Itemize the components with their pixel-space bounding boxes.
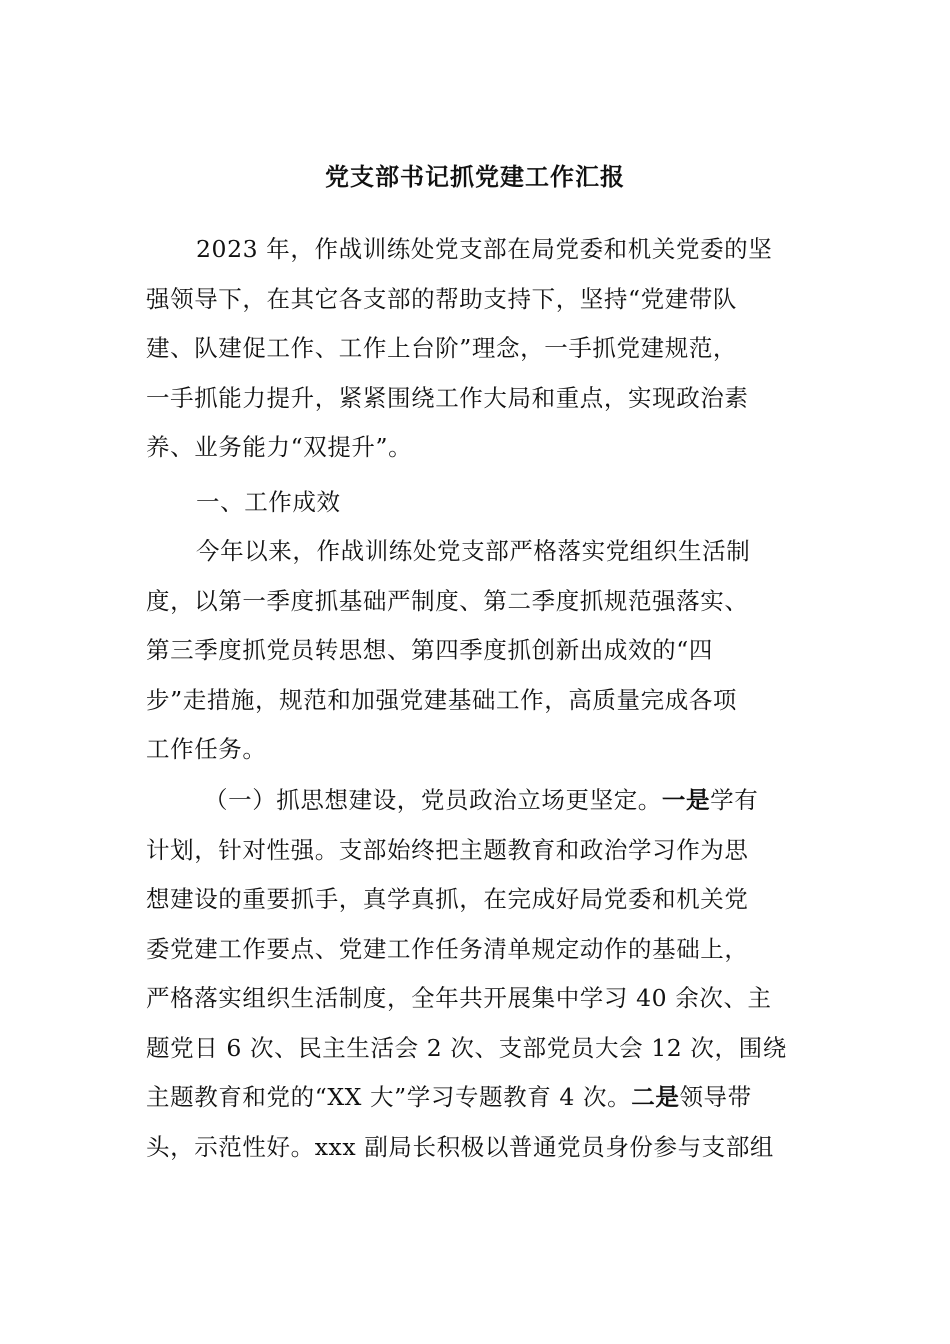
- text-line: 2023 年，作战训练处党支部在局党委和机关党委的坚: [196, 235, 773, 263]
- text-line: 度，以第一季度抓基础严制度、第二季度抓规范强落实、: [146, 586, 749, 615]
- text-line: [146, 1073, 806, 1123]
- bold-marker: 一是: [661, 786, 711, 814]
- text-line: 养、业务能力“双提升”。: [146, 433, 413, 461]
- document-title: 党支部书记抓党建工作汇报: [325, 162, 625, 191]
- text-line: 题党日 6 次、民主生活会 2 次、支部党员大会 12 次，围绕: [146, 1033, 787, 1062]
- text-line: 强领导下，在其它各支部的帮助支持下，坚持“党建带队: [146, 284, 738, 313]
- text-line: 建、队建促工作、工作上台阶”理念，一手抓党建规范，: [146, 334, 738, 362]
- text-line: 头，示范性好。xxx 副局长积极以普通党员身份参与支部组: [146, 1132, 775, 1161]
- text-line: 想建设的重要抓手，真学真抓，在完成好局党委和机关党: [146, 885, 749, 913]
- section1-heading: 一、工作成效: [196, 488, 341, 516]
- bold-marker: 二是: [631, 1083, 680, 1111]
- text-line: 一手抓能力提升，紧紧围绕工作大局和重点，实现政治素: [146, 383, 749, 412]
- text-fragment: 领导带: [679, 1083, 752, 1111]
- text-line: 第三季度抓党员转思想、第四季度抓创新出成效的“四: [146, 636, 713, 664]
- text-line: 今年以来，作战训练处党支部严格落实党组织生活制: [196, 537, 751, 565]
- text-line: 步”走措施，规范和加强党建基础工作，高质量完成各项: [146, 685, 738, 714]
- section-heading: [146, 478, 806, 528]
- text-fragment: 学有: [710, 786, 759, 814]
- text-fragment: 主题教育和党的“XX 大”学习专题教育 4 次。: [146, 1083, 632, 1111]
- text-line: 严格落实组织生活制度，全年共开展集中学习 40 余次、主: [146, 984, 772, 1012]
- intro-paragraph: [146, 225, 806, 473]
- text-line: 工作任务。: [146, 735, 267, 763]
- subsection1-paragraph: [146, 776, 806, 1172]
- text-line: 计划，针对性强。支部始终把主题教育和政治学习作为思: [146, 835, 749, 864]
- subsection1-heading: （一）抓思想建设，党员政治立场更坚定。: [204, 786, 662, 814]
- text-line: [146, 776, 806, 826]
- text-line: 委党建工作要点、党建工作任务清单规定动作的基础上，: [146, 934, 749, 963]
- section1-paragraph: [146, 527, 806, 775]
